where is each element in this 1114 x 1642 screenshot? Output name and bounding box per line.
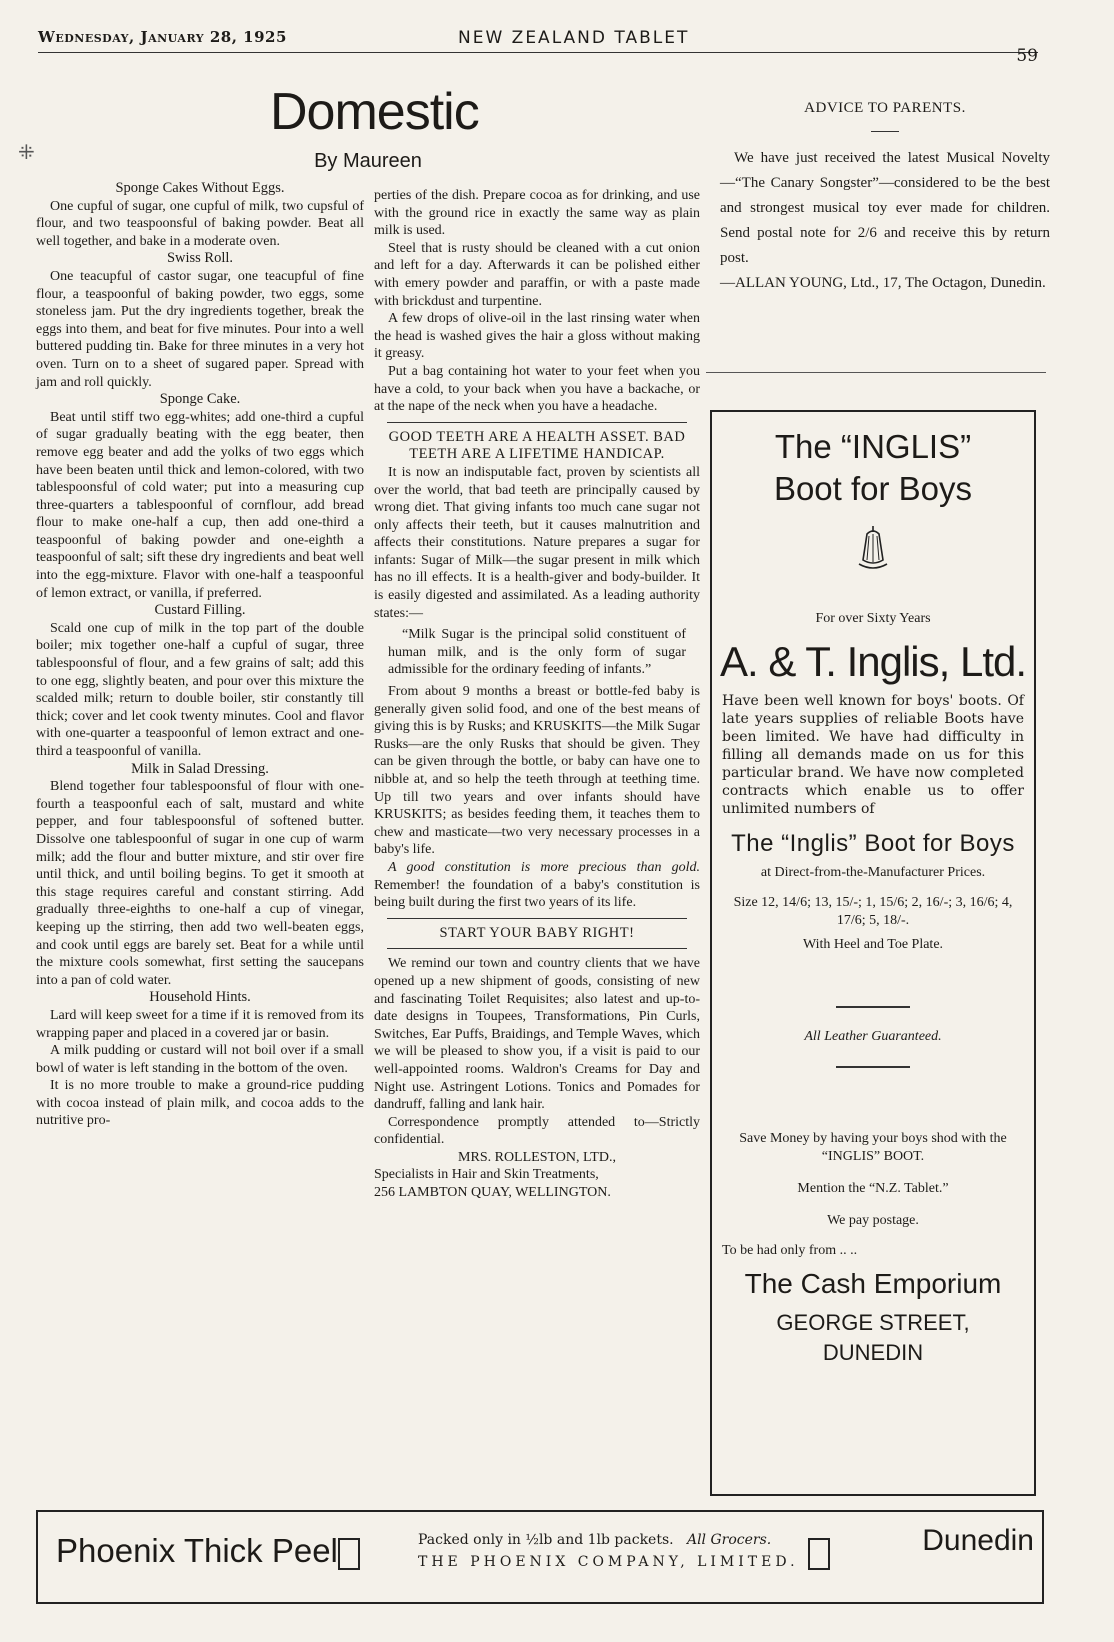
ad-paragraph: Have been well known for boys' boots. Of late years supplies of reliable Boots have been limited. We have had difficulty in filling all demands made on us for this particular brand. We have now completed contracts which enable us to offer unlimited numbers of — [722, 693, 1024, 817]
square-icon — [808, 1538, 830, 1570]
hint-text: Steel that is rusty should be cleaned with a cut onion and left for a day. Afterwards it can be polished either with emery powder and paraffin, or with a paste made with brickdust and turpentine. — [374, 240, 700, 309]
square-icon — [338, 1538, 360, 1570]
hint-text: perties of the dish. Prepare cocoa as for drinking, and use with the ground rice in exactly the same way as plain milk is used. — [374, 188, 700, 239]
article-text: Correspondence promptly attended to—Strictly confidential. — [374, 1114, 700, 1148]
ad-headline: Boot for Boys — [773, 470, 973, 507]
article-text-cont: Remember! the foundation of a baby's constitution is being built during the first two years of its life. — [374, 877, 700, 911]
recipe-heading: Sponge Cakes Without Eggs. — [115, 180, 285, 196]
recipe-text: Scald one cup of milk in the top part of the double boiler; mix together one-half a cupful of sugar, three tablespoonsful of flour, and a few grains of salt; add this to one egg, slightly beaten, and pour over this mixture the scalded milk; return to double boiler, stir constantly till thick; cover and let cook twenty minutes. Cool and flavor with one-quarter a teaspoonful of lemon extract and one-third a teaspoonful of vanilla. — [36, 620, 364, 759]
footer-grocers: All Grocers. — [686, 1532, 772, 1548]
section-title: Domestic — [270, 83, 479, 141]
ad-product: The “Inglis” Boot for Boys — [731, 830, 1015, 857]
hint-text: A few drops of olive-oil in the last rinsing water when the head is washed gives the hair a gloss without making it greasy. — [374, 311, 700, 362]
divider — [706, 372, 1046, 373]
recipe-heading: Sponge Cake. — [159, 391, 241, 408]
ad-mention: Mention the “N.Z. Tablet.” — [797, 1181, 949, 1196]
article-italic: A good constitution is more precious than gold. — [388, 859, 700, 875]
footer-packets: Packed only in ½lb and 1lb packets. — [418, 1532, 674, 1548]
page-number: 59 — [1016, 46, 1038, 66]
ad-guarantee: All Leather Guaranteed. — [804, 1029, 942, 1044]
page-header — [38, 22, 1038, 66]
newspaper-title: NEW ZEALAND TABLET — [458, 28, 690, 48]
recipe-heading: Custard Filling. — [154, 602, 246, 619]
divider — [871, 131, 899, 132]
signature-address: 256 LAMBTON QUAY, WELLINGTON. — [374, 1185, 611, 1201]
hint-text: Lard will keep sweet for a time if it is removed from its wrapping paper and placed in a covered jar or basin. — [36, 1007, 364, 1041]
advice-text: We have just received the latest Musical Novelty—“The Canary Songster”—considered to be the best and strongest musical toy ever made for children. Send postal note for 2/6 and receive this by return post. — [720, 150, 1050, 266]
ad-company: A. & T. Inglis, Ltd. — [719, 638, 1027, 685]
ad-store: The Cash Emporium — [744, 1268, 1002, 1299]
footer-company: THE PHOENIX COMPANY, LIMITED. — [418, 1554, 799, 1570]
recipe-text: One cupful of sugar, one cupful of milk, two cupsful of flour, and two teaspoonsful of baking powder. Beat all well together, and bake in a moderate oven. — [36, 198, 364, 249]
ornament-icon: ⁜ — [18, 140, 35, 164]
bell-logo-icon — [853, 524, 893, 574]
article-text: We remind our town and country clients that we have opened up a new shipment of goods, consisting of new and fascinating Toilet Requisites; also latest and up-to-date designs in Toupees, Transformations, Pin Curls, Switches, Ear Puffs, Braidings, and Temple Waves, which we will be pleased to show you, if a visit is paid to our well-appointed rooms. Waldron's Creams for Day and Night use. Astringent Lotions. Tonics and Pomades for dandruff, falling and lank hair. — [374, 956, 700, 1113]
phoenix-advertisement — [36, 1510, 1044, 1604]
hint-text: Put a bag containing hot water to your feet when you have a cold, to your back when you have a backache, or at the nape of the neck when you have a headache. — [374, 363, 700, 415]
article-heading: GOOD TEETH ARE A HEALTH ASSET. BAD TEETH ARE A LIFETIME HANDICAP. — [388, 428, 686, 463]
advice-signature: —ALLAN YOUNG, Ltd., 17, The Octagon, Dunedin. — [720, 275, 1046, 291]
ad-street: GEORGE STREET, — [776, 1310, 970, 1335]
hint-text: A milk pudding or custard will not boil over if a small bowl of water is left standing in the bottom of the oven. — [36, 1043, 364, 1076]
advice-title: ADVICE TO PARENTS. — [804, 100, 966, 116]
divider — [387, 918, 687, 919]
column-recipes — [36, 180, 364, 1130]
recipe-text: Blend together four tablespoonsful of flour with one-fourth a teaspoonful each of salt, mustard and white pepper, and four tablespoonsful of softened butter. Dissolve one tablespoonful of sugar in one cup of warm milk; add the flour and butter mixture, and stir over fire until thick, and until boiling begins. To get it smooth at this stage requires careful and constant stirring. Add gradually three-eighths to one-half a cup of vinegar, keeping up the stirring, then add two well-beaten eggs, and cook until eggs are barely set. Beat for a while until the mixture cools somewhat, first setting the saucepans into a pan of cold water. — [36, 779, 364, 988]
ad-headline: The “INGLIS” — [774, 428, 972, 465]
footer-line — [418, 1532, 771, 1548]
ad-postage: We pay postage. — [827, 1213, 919, 1228]
ad-city: DUNEDIN — [822, 1340, 924, 1365]
issue-date: Wednesday, January 28, 1925 — [38, 28, 287, 46]
recipe-heading: Swiss Roll. — [166, 250, 234, 267]
recipe-text: Beat until stiff two egg-whites; add one-third a cupful of sugar gradually beating with the egg beater, then remove egg beater and add the yolks of two eggs which have been beaten until thick and lemon-colored, with two tablespoonsful of cold water; put into a measuring cup three-quarters a tablespoonful of cornflour, add bread flour to make one-half a cup, then add one-third a teaspoonful of baking powder and one-eighth a teaspoonful of salt; sift these dry ingredients and beat well into the egg-mixture. Flavor with one-half a teaspoonful of lemon extract, or vanilla, if preferred. — [36, 409, 364, 601]
recipe-heading: Household Hints. — [149, 989, 251, 1006]
recipe-heading: Milk in Salad Dressing. — [131, 760, 269, 777]
article-text: It is now an indisputable fact, proven by scientists all over the world, that bad teeth are principally caused by wrong diet. That giving infants too much cane sugar not only affects their teeth, but it causes malnutrition and affects their constitutions. Nature prepares a sugar for infants: Sugar of Milk—the sugar present in milk which has no ill effects. It is a health-giver and body-builder. It is easily digested and assimilated. As a leading authority states:— — [374, 464, 700, 621]
divider — [387, 948, 687, 949]
column-hints-and-ads — [374, 187, 700, 1202]
hint-text: It is no more trouble to make a ground-rice pudding with cocoa instead of plain milk, and cocoa adds to the nutritive pro- — [36, 1078, 364, 1129]
ad-sizes: Size 12, 14/6; 13, 15/-; 1, 15/6; 2, 16/-; 3, 16/6; 4, 17/6; 5, 18/-. — [733, 895, 1013, 928]
article-heading: START YOUR BABY RIGHT! — [439, 924, 635, 941]
footer-corner-mark: Dunedin — [922, 1524, 1034, 1557]
ad-save: Save Money by having your boys shod with the “INGLIS” BOOT. — [739, 1131, 1007, 1164]
signature-line: Specialists in Hair and Skin Treatments, — [374, 1167, 599, 1183]
ad-from: To be had only from .. .. — [722, 1243, 858, 1258]
ad-heel: With Heel and Toe Plate. — [802, 937, 944, 952]
recipe-text: One teacupful of castor sugar, one teacupful of fine flour, a teaspoonful of baking powder, two eggs, some stoneless jam. Put the dry ingredients together, break the eggs into them, and beat for five minutes. Pour into a well buttered pudding tin. Bake for three minutes in a very hot oven. Turn on to a sheet of sugared paper. Spread with jam and roll quickly. — [36, 268, 364, 390]
signature-name: MRS. ROLLESTON, LTD., — [458, 1149, 616, 1165]
inglis-advertisement — [710, 410, 1036, 1496]
advice-to-parents — [720, 96, 1050, 296]
footer-brand: Phoenix Thick Peel — [56, 1532, 338, 1569]
ad-subline: For over Sixty Years — [815, 611, 931, 626]
article-quote: “Milk Sugar is the principal solid constituent of human milk, and is the only form of sugar admissible for the ordinary feeding of infants.” — [388, 627, 686, 678]
article-text — [374, 859, 700, 912]
ad-prices-intro: at Direct-from-the-Manufacturer Prices. — [760, 865, 986, 880]
article-text: From about 9 months a breast or bottle-fed baby is generally given solid food, and one of the best means of giving this is by Rusks; and KRUSKITS—the Milk Sugar Rusks—are the only Rusks that should be given. They can be given through the bottle, or baby can have one to nibble at, and so help the teeth through at teething time. Up till two years and over infants should have KRUSKITS; as besides feeding them, it teaches them to chew and masticate—two very necessary processes in a baby's life. — [374, 684, 700, 858]
divider — [387, 422, 687, 423]
byline: By Maureen — [314, 150, 422, 172]
